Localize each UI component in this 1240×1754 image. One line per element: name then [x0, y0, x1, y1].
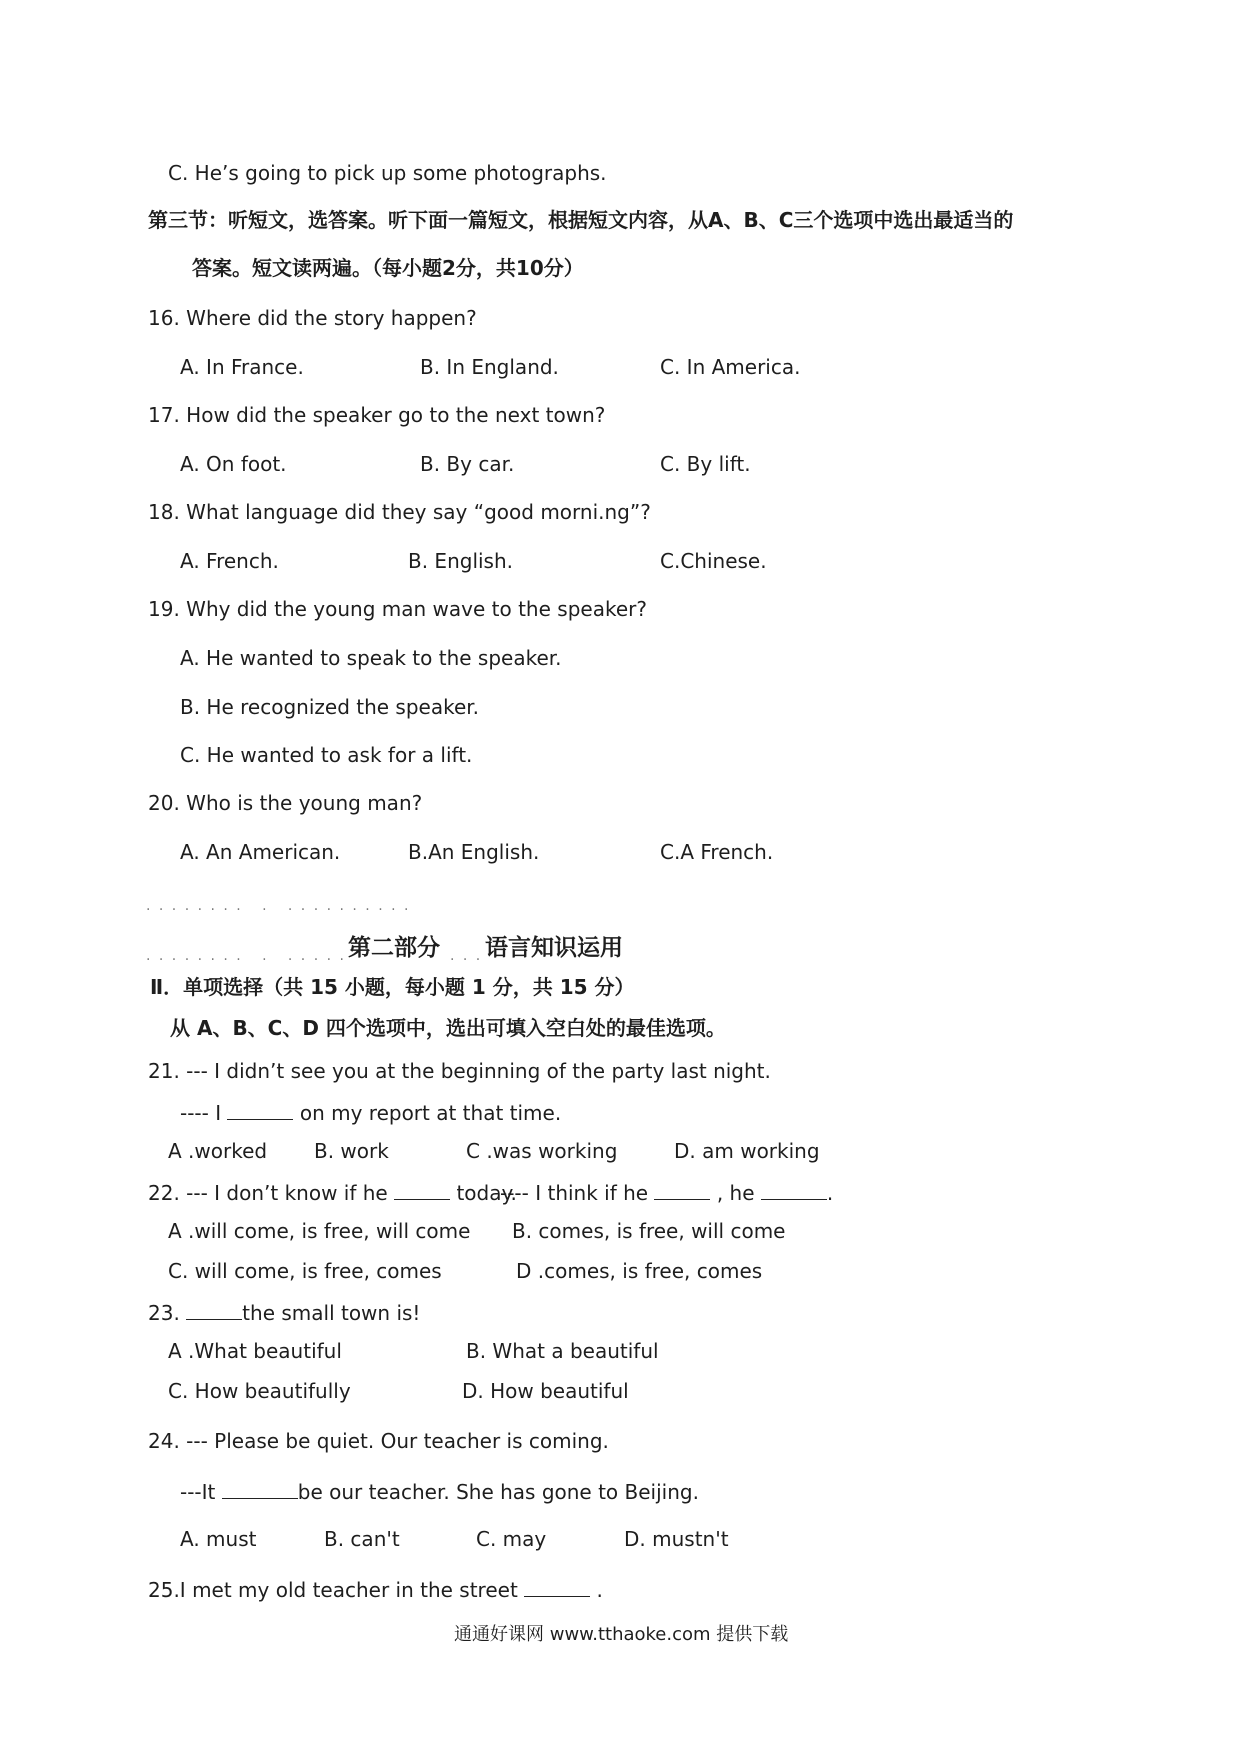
q23-option-c: C. How beautifully [168, 1379, 351, 1403]
q21-option-a: A .worked [168, 1139, 268, 1163]
q21-line1: 21. --- I didn’t see you at the beginning of the party last night. [148, 1059, 771, 1083]
q19-question: 19. Why did the young man wave to the speaker? [148, 597, 647, 621]
q18-option-b: B. English. [408, 549, 514, 573]
q24-line1: 24. --- Please be quiet. Our teacher is coming. [148, 1429, 609, 1453]
answer-blank [524, 1578, 590, 1597]
q22-question: 22. --- I don’t know if he today. [148, 1181, 517, 1205]
dotted-separator: . . . . . . . . . . . . . . [146, 948, 346, 964]
q23-option-b: B. What a beautiful [466, 1339, 659, 1363]
q16-option-a: A. In France. [180, 355, 304, 379]
answer-blank [654, 1181, 710, 1200]
answer-blank [394, 1181, 450, 1200]
q17-option-b: B. By car. [420, 452, 515, 476]
part2-label: 第二部分 [348, 935, 440, 961]
q23-option-d: D. How beautiful [462, 1379, 629, 1403]
q21-option-d: D. am working [674, 1139, 820, 1163]
q25-question: 25.I met my old teacher in the street . [148, 1578, 603, 1602]
q22-option-c: C. will come, is free, comes [168, 1259, 442, 1283]
q20-question: 20. Who is the young man? [148, 791, 423, 815]
answer-blank [761, 1181, 827, 1200]
dotted-separator: . . . . . . . . . . . . . . . . . . . [146, 898, 411, 914]
q23-option-a: A .What beautiful [168, 1339, 342, 1363]
answer-blank [186, 1301, 242, 1320]
q24-line2: ---It be our teacher. She has gone to Beijing. [180, 1480, 699, 1504]
q21-option-b: B. work [314, 1139, 389, 1163]
q22-reply: ---- I think if he , he . [500, 1181, 834, 1205]
q23-question: 23. the small town is! [148, 1301, 421, 1325]
q19-option-b: B. He recognized the speaker. [180, 695, 480, 719]
page-footer: 通通好课网 www.tthaoke.com 提供下载 [454, 1624, 789, 1645]
q16-question: 16. Where did the story happen? [148, 306, 477, 330]
answer-blank [227, 1101, 293, 1120]
q18-option-a: A. French. [180, 549, 279, 573]
section3-title: 第三节：听短文，选答案。听下面一篇短文，根据短文内容，从A、B、C三个选项中选出最适当的 [148, 208, 1014, 232]
q24-option-c: C. may [476, 1527, 547, 1551]
q21-option-c: C .was working [466, 1139, 618, 1163]
q20-option-a: A. An American. [180, 840, 341, 864]
q17-question: 17. How did the speaker go to the next town? [148, 403, 606, 427]
q19-option-a: A. He wanted to speak to the speaker. [180, 646, 562, 670]
q22-option-b: B. comes, is free, will come [512, 1219, 786, 1243]
q22-option-a: A .will come, is free, will come [168, 1219, 471, 1243]
q16-option-c: C. In America. [660, 355, 801, 379]
q20-option-c: C.A French. [660, 840, 774, 864]
part2-title: 语言知识运用 [485, 935, 623, 961]
section-ii-title: Ⅱ．单项选择（共 15 小题，每小题 1 分，共 15 分） [150, 975, 635, 999]
section-ii-instruction: 从 A、B、C、D 四个选项中，选出可填入空白处的最佳选项。 [170, 1016, 726, 1040]
q22-option-d: D .comes, is free, comes [516, 1259, 763, 1283]
q17-option-a: A. On foot. [180, 452, 287, 476]
answer-blank [222, 1480, 298, 1499]
section3-title-cont: 答案。短文读两遍。（每小题2分，共10分） [192, 256, 584, 280]
dotted-separator: . . . [450, 948, 483, 964]
q24-option-d: D. mustn't [624, 1527, 729, 1551]
q16-option-b: B. In England. [420, 355, 559, 379]
q18-option-c: C.Chinese. [660, 549, 767, 573]
q17-option-c: C. By lift. [660, 452, 751, 476]
q21-line2: ---- I on my report at that time. [180, 1101, 562, 1125]
q19-option-c: C. He wanted to ask for a lift. [180, 743, 473, 767]
q24-option-b: B. can't [324, 1527, 400, 1551]
q20-option-b: B.An English. [408, 840, 540, 864]
option-c-previous: C. He’s going to pick up some photographs. [168, 161, 607, 185]
q24-option-a: A. must [180, 1527, 257, 1551]
q18-question: 18. What language did they say “good morni.ng”? [148, 500, 651, 524]
